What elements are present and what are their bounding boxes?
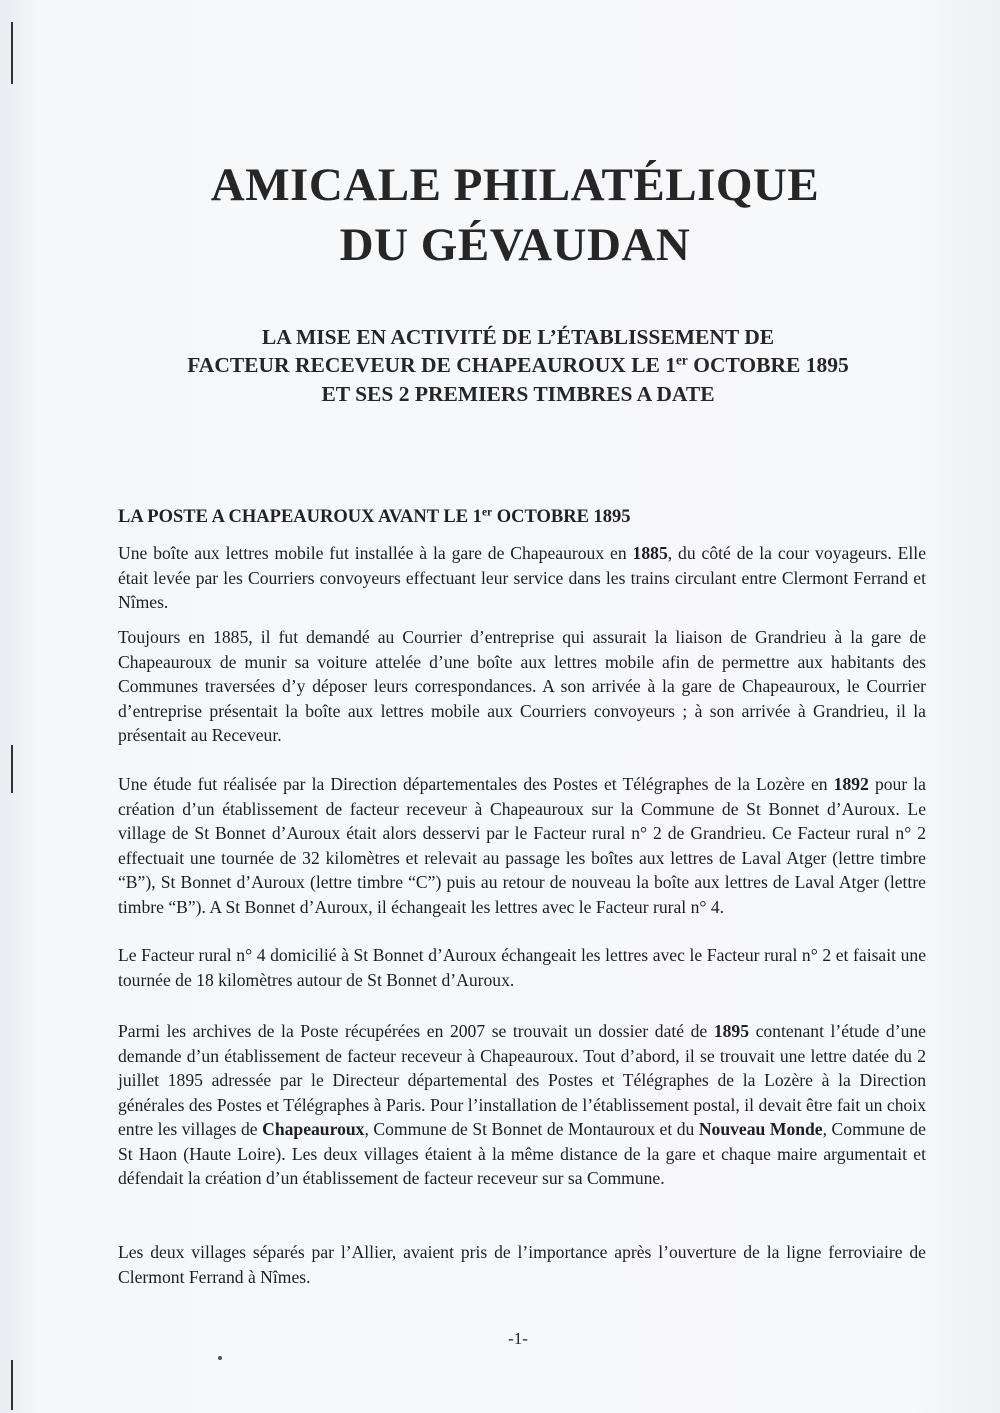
paragraph-text: Une étude fut réalisée par la Direction départementales des Postes et Télégraphes de la Lozère en bbox=[118, 774, 834, 794]
paragraph-4: Le Facteur rural n° 4 domicilié à St Bonnet d’Auroux échangeait les lettres avec le Facteur rural n° 2 et faisait une tournée de 18 kilomètres autour de St Bonnet d’Auroux. bbox=[118, 945, 926, 990]
paragraph-1 bbox=[118, 541, 926, 615]
subtitle-line-2-text: FACTEUR RECEVEUR DE CHAPEAUROUX LE 1 bbox=[187, 353, 677, 377]
binding-mark bbox=[11, 1360, 13, 1410]
section-heading-superscript: er bbox=[481, 506, 493, 519]
paragraph-text: , Commune de St Haon (Haute Loire). Les deux villages étaient à la même distance de la gare et chaque maire argumentait et défendait la création d’un établissement de facteur receveur sur sa Commune. bbox=[118, 1119, 926, 1188]
section-heading-end: OCTOBRE 1895 bbox=[492, 507, 631, 527]
bold-year: 1895 bbox=[713, 1021, 749, 1041]
paragraph-text: pour la création d’un établissement de facteur receveur à Chapeauroux sur la Commune de St Bonnet d’Auroux. Le village de St Bonnet d’Auroux était alors desservi par le Facteur rural n° 2 de Grandrieu. Ce Facteur rural n° 2 effectuait une tournée de 32 kilomètres et relevait au passage les boîtes aux lettres de Laval Atger (lettre timbre “B”), St Bonnet d’Auroux (lettre timbre “C”) puis au retour de nouveau la boîte aux lettres de Laval Atger (lettre timbre “B”). A St Bonnet d’Auroux, il échangeait les lettres avec le Facteur rural n° 4. bbox=[118, 774, 926, 917]
bold-village-name: Chapeauroux bbox=[262, 1119, 365, 1139]
subtitle-line-3: ET SES 2 PREMIERS TIMBRES A DATE bbox=[321, 382, 715, 406]
paragraph-2: Toujours en 1885, il fut demandé au Courrier d’entreprise qui assurait la liaison de Grandrieu à la gare de Chapeauroux de munir sa voiture attelée d’une boîte aux lettres mobile afin de permettre aux habitants des Communes traversées d’y déposer leurs correspondances. A son arrivée à la gare de Chapeauroux, le Courrier d’entreprise présentait la boîte aux lettres mobile aux Courriers convoyeurs ; à son arrivée à Grandrieu, il la présentait au Receveur. bbox=[118, 627, 926, 745]
paragraph-5 bbox=[118, 1019, 926, 1191]
bold-village-name: Nouveau Monde bbox=[698, 1119, 823, 1139]
paragraph-text: Parmi les archives de la Poste récupérées en 2007 se trouvait un dossier daté de bbox=[118, 1021, 714, 1041]
bold-year: 1885 bbox=[632, 543, 668, 563]
paragraph-text: Une boîte aux lettres mobile fut installée à la gare de Chapeauroux en bbox=[118, 543, 633, 563]
subtitle-superscript: er bbox=[676, 352, 688, 368]
section-heading-text: LA POSTE A CHAPEAUROUX AVANT LE 1 bbox=[118, 507, 482, 527]
section-heading bbox=[118, 504, 631, 530]
paragraph-text: contenant l’étude d’une demande d’un établissement de facteur receveur à Chapeauroux. Tout d’abord, il se trouvait une lettre datée du 2 juillet 1895 adressée par le Directeur départemental des Postes et Télégraphes de la Lozère à la Direction générales des Postes et Télégraphes à Paris. Pour l’installation de l’établissement postal, il devait être fait un choix entre les villages de bbox=[118, 1021, 926, 1139]
paper-speck bbox=[218, 1356, 222, 1360]
subtitle-line-1: LA MISE EN ACTIVITÉ DE L’ÉTABLISSEMENT DE bbox=[261, 325, 775, 349]
bold-year: 1892 bbox=[833, 774, 869, 794]
document-title-line-2: DU GÉVAUDAN bbox=[339, 219, 691, 271]
document-title-line-1: AMICALE PHILATÉLIQUE bbox=[210, 159, 820, 211]
paragraph-3 bbox=[118, 772, 926, 919]
binding-mark bbox=[11, 745, 13, 793]
subtitle-line-2 bbox=[0, 350, 1000, 380]
paragraph-text: , du côté de la cour voyageurs. Elle était levée par les Courriers convoyeurs effectuant leur service dans les trains circulant entre Clermont Ferrand et Nîmes. bbox=[118, 543, 927, 612]
page-number: -1- bbox=[508, 1329, 528, 1348]
paragraph-text: , Commune de St Bonnet de Montauroux et du bbox=[364, 1119, 699, 1139]
subtitle-line-2-end: OCTOBRE 1895 bbox=[687, 353, 849, 377]
paragraph-6: Les deux villages séparés par l’Allier, avaient pris de l’importance après l’ouverture de la ligne ferroviaire de Clermont Ferrand à Nîmes. bbox=[118, 1242, 926, 1287]
binding-mark bbox=[11, 22, 13, 84]
